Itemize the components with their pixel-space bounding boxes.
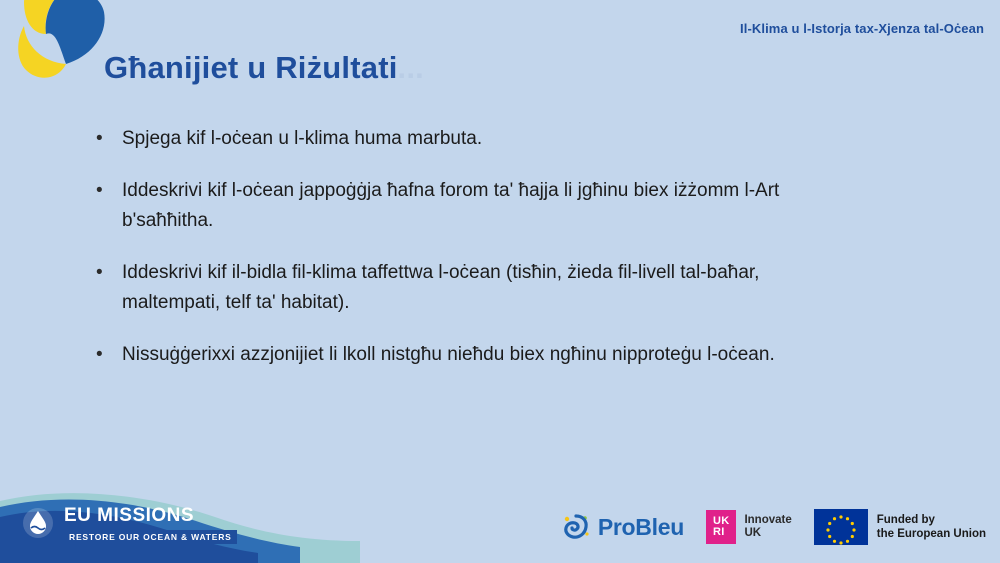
list-item bbox=[88, 176, 888, 236]
innovate-uk-name bbox=[744, 514, 791, 540]
eu-funded-line1: Funded by bbox=[876, 514, 935, 526]
eu-missions-badge bbox=[0, 491, 360, 563]
list-item bbox=[88, 124, 888, 154]
page-title bbox=[104, 50, 424, 86]
bullet-text: Nissuġġerixxi azzjonijiet li lkoll nistgħu nieħdu biex ngħinu nipproteġu l-oċean. bbox=[122, 344, 775, 365]
eu-flag-icon bbox=[814, 509, 868, 545]
probleu-swirl-icon bbox=[561, 512, 591, 542]
bullet-text: Spjega kif l-oċean u l-klima huma marbuta. bbox=[122, 128, 483, 149]
eu-mission-swirl-logo-icon bbox=[8, 0, 112, 98]
ukri-badge bbox=[706, 510, 737, 544]
bullet-text: Iddeskrivi kif l-oċean jappoġġja ħafna forom ta' ħajja li jgħinu biex iżżomm l-Art b'saħħitha. bbox=[122, 180, 780, 231]
eu-funded-logo bbox=[814, 509, 986, 545]
eu-funded-line2: the European Union bbox=[876, 528, 986, 540]
bullet-marker: • bbox=[96, 262, 103, 283]
page-title-text: Għanijiet u Riżultati bbox=[104, 50, 398, 85]
footer-logo-row bbox=[561, 509, 986, 545]
list-item bbox=[88, 258, 888, 318]
bullet-marker: • bbox=[96, 128, 103, 149]
page-title-ellipsis: ... bbox=[397, 50, 424, 85]
bullet-text: Iddeskrivi kif il-bidla fil-klima taffettwa l-oċean (tisħin, żieda fil-livell tal-baħar, maltempati, telf ta' habitat). bbox=[122, 262, 760, 313]
eu-funded-text bbox=[877, 513, 986, 541]
header-subject-label: Il-Klima u l-Istorja tax-Xjenza tal-Oċean bbox=[740, 21, 984, 36]
innovate-uk-line2: UK bbox=[744, 527, 762, 539]
ukri-badge-line2: RI bbox=[712, 526, 725, 538]
eu-missions-subtitle: RESTORE OUR OCEAN & WATERS bbox=[64, 530, 237, 544]
probleu-logo bbox=[561, 512, 684, 542]
water-drop-icon bbox=[22, 507, 54, 539]
bullet-marker: • bbox=[96, 180, 103, 201]
bullet-list bbox=[88, 124, 888, 392]
innovate-uk-line1: Innovate bbox=[744, 514, 792, 526]
probleu-wordmark: ProBleu bbox=[597, 513, 684, 540]
eu-missions-title: EU MISSIONS bbox=[64, 505, 195, 526]
ukri-badge-line1: UK bbox=[712, 515, 730, 527]
eu-missions-text bbox=[64, 505, 237, 545]
bullet-marker: • bbox=[96, 344, 103, 365]
ukri-innovate-logo bbox=[706, 510, 792, 544]
list-item bbox=[88, 340, 888, 370]
